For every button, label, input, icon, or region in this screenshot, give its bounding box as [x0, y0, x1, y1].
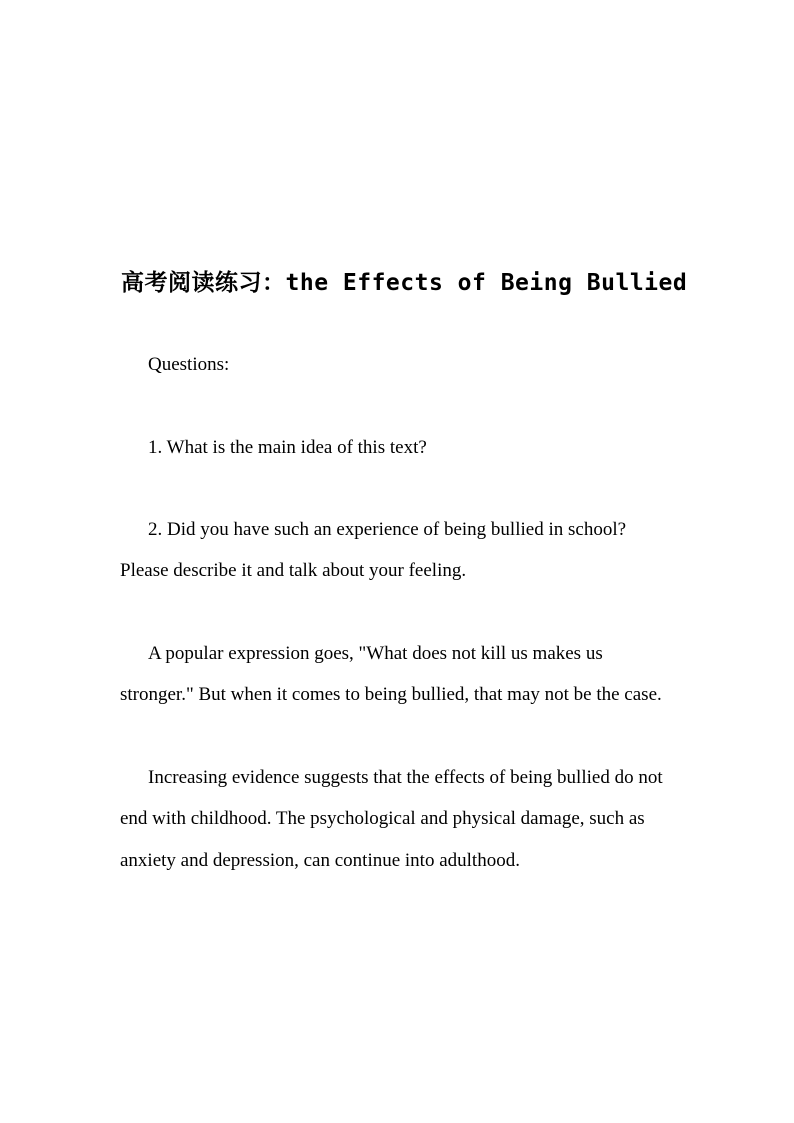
questions-heading: Questions:: [148, 354, 230, 375]
document-title: 高考阅读练习：the Effects of Being Bullied: [121, 270, 688, 296]
document-body: [120, 344, 675, 922]
question-2: 2. Did you have such an experience of being bullied in school? Please describe it and talk about your feeling.: [120, 519, 627, 582]
body-paragraph-1: A popular expression goes, "What does not kill us makes us stronger." But when it comes to being bullied, that may not be the case.: [120, 643, 662, 706]
body-paragraph-2: Increasing evidence suggests that the effects of being bullied do not end with childhood. The psychological and physical damage, such as anxiety and depression, can continue into adulthood.: [120, 766, 663, 871]
question-1: 1. What is the main idea of this text?: [148, 436, 427, 458]
